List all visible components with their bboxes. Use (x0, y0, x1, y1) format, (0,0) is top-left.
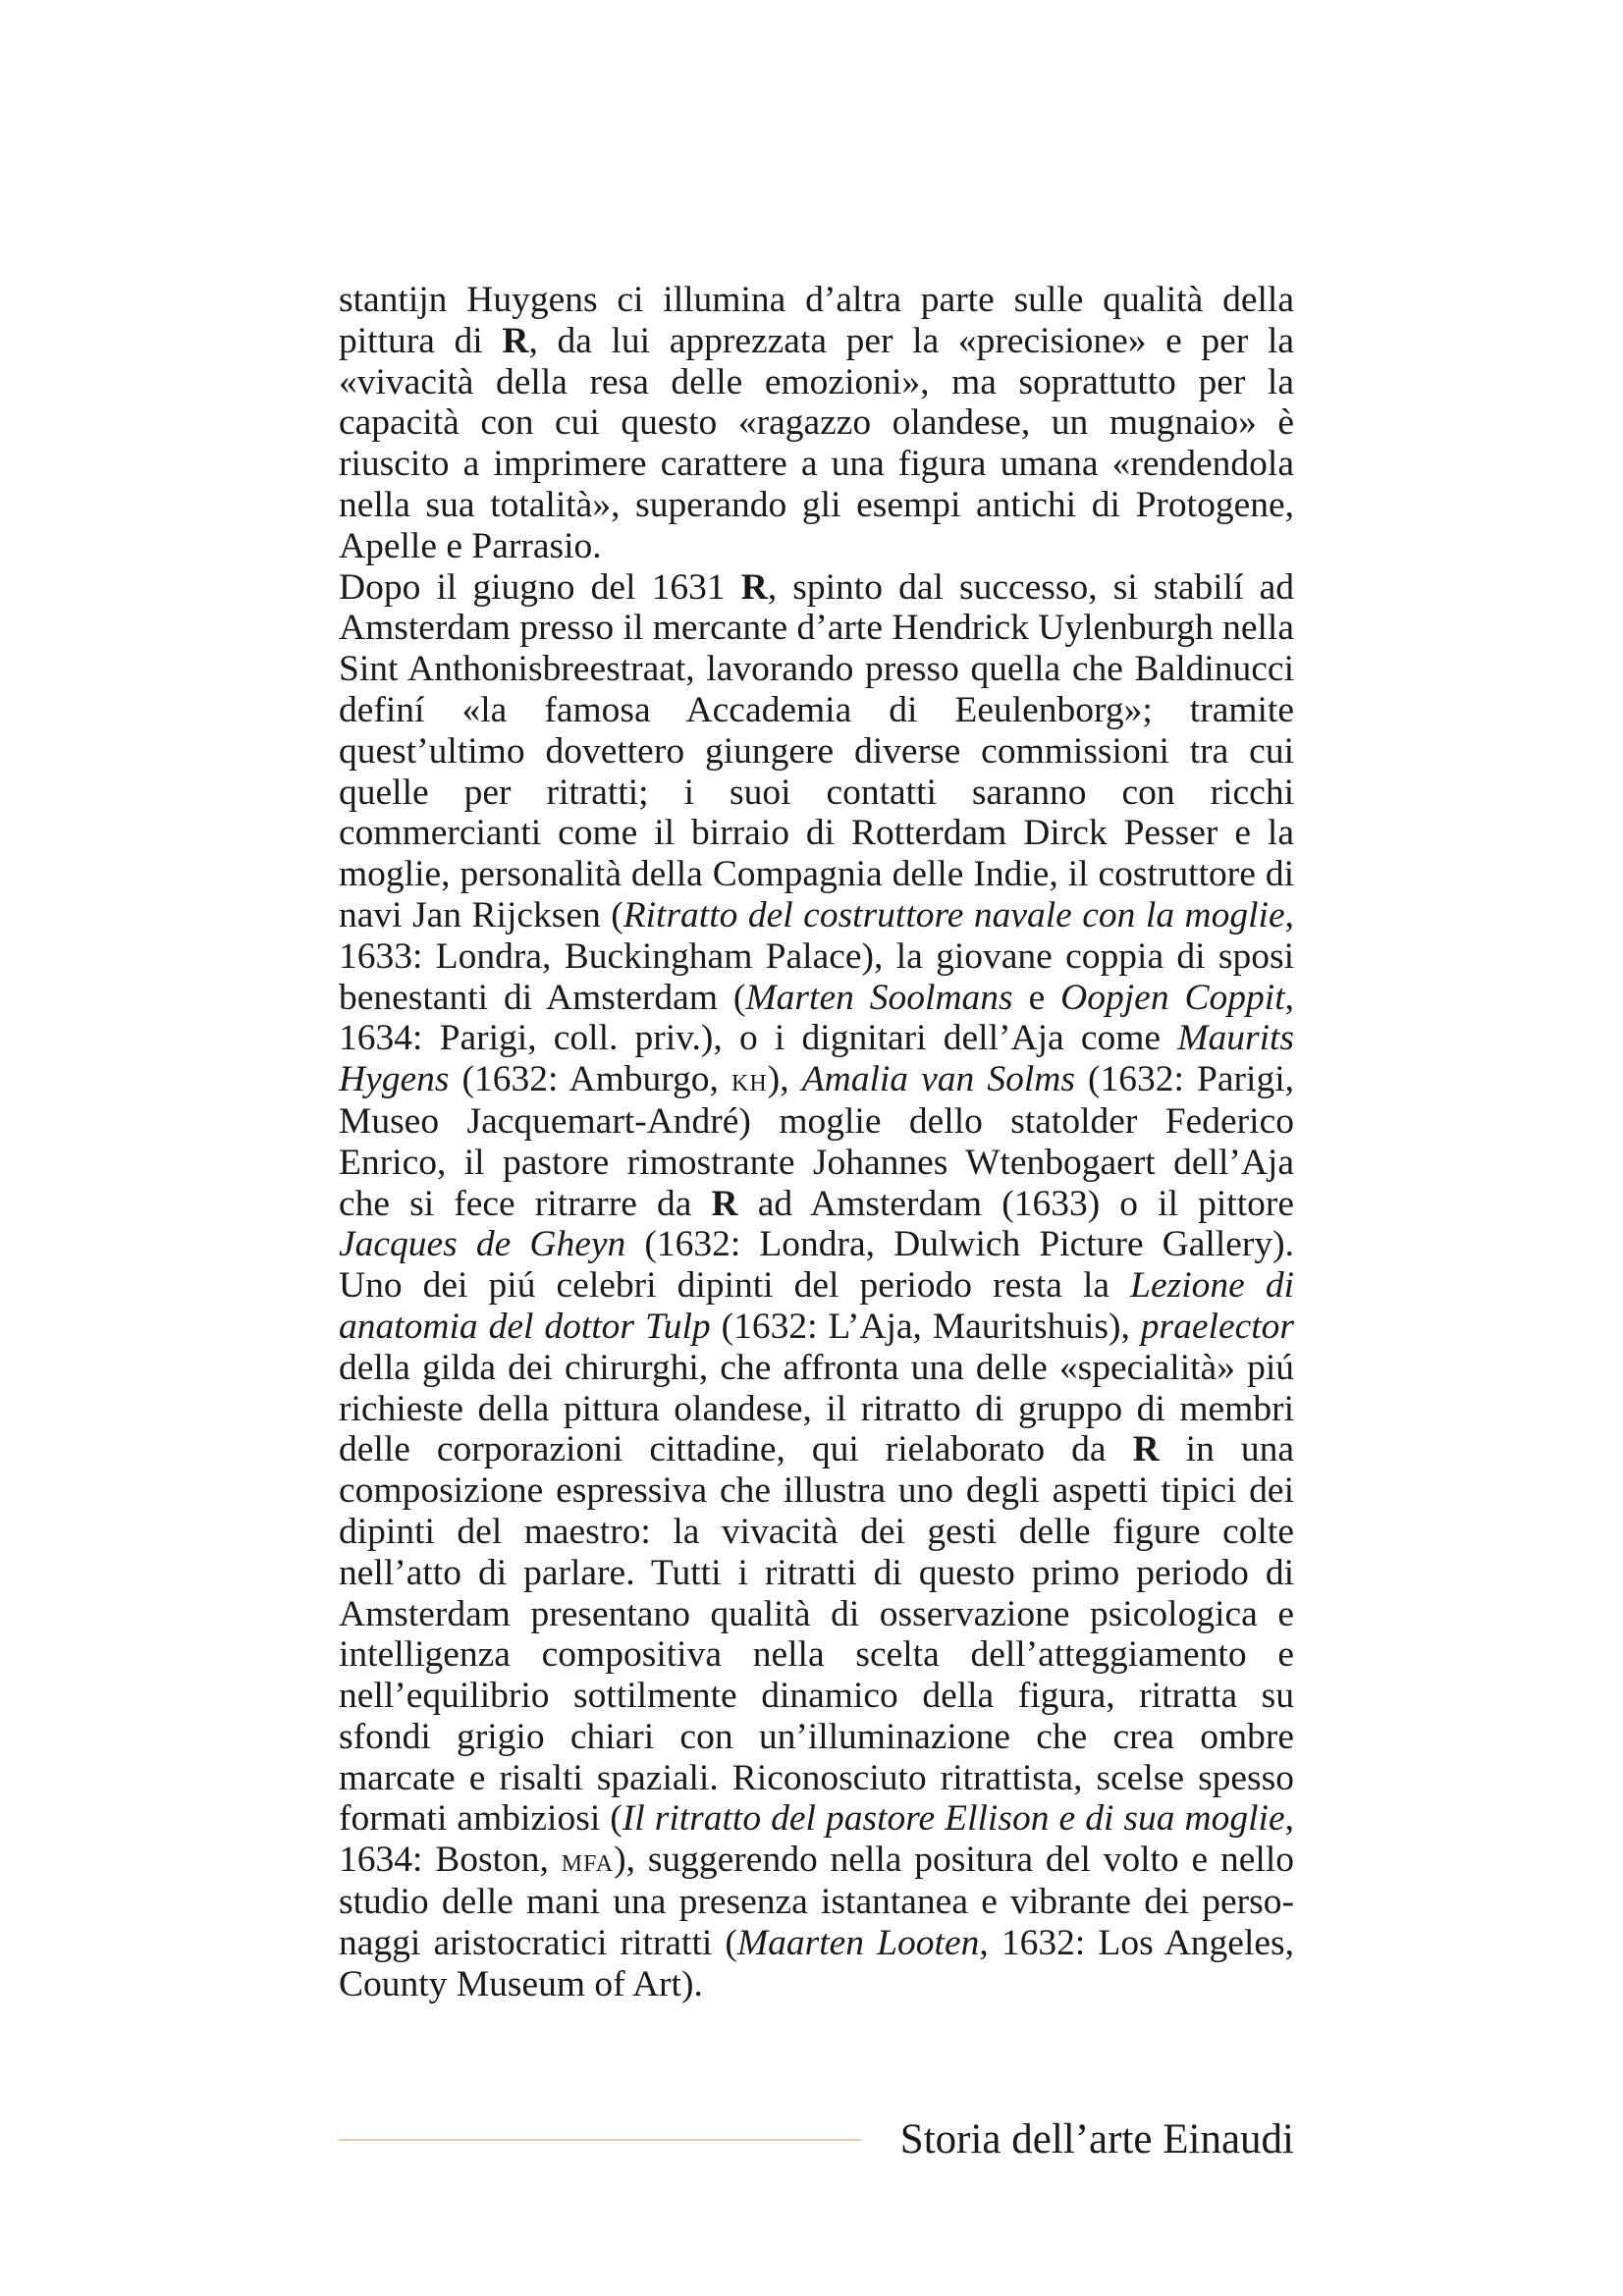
article-text (339, 280, 1294, 2004)
text-run: , 1632: Los Angeles, County Museum of Art). (339, 1922, 1294, 2004)
page-footer (339, 2110, 1294, 2169)
text-run: , 1634: Boston, (339, 1798, 1294, 1881)
publication-title: Storia dell’arte Einaudi (899, 2116, 1294, 2163)
artwork-title: Il ritratto del pastore Ellison e di sua moglie (622, 1798, 1285, 1840)
artwork-title: Jacques de Gheyn (339, 1224, 626, 1265)
text-run: (1632: Parigi, Museo Jacquemart-André) moglie dello statolder Federico Enrico, il pastore rimostrante Johannes Wtenbogaert dell’Aja che si fece ritrarre da (339, 1059, 1294, 1224)
artwork-title: Amalia van Solms (801, 1059, 1075, 1100)
text-run: della gilda dei chirurghi, che affronta una delle «specialità» piú richieste della pittura olandese, il ritratto di gruppo di membri delle corporazioni cittadine, qui rielaborato da (339, 1347, 1294, 1470)
footer-divider (339, 2139, 861, 2141)
text-run: ad Amsterdam (1633) o il pittore (737, 1183, 1294, 1224)
text-run: , da lui apprezzata per la «precisione» e per la «vivacità della resa delle emozioni», ma soprattutto per la capacità con cui questo «ragazzo olandese, un mugnaio» è riuscito a imprimere carattere a una figura umana «rendendola nella sua totalità», superando gli esempi antichi di Protogene, Apelle e Parrasio. (339, 320, 1295, 566)
text-run: in una composizione espressiva che illustra uno degli aspetti tipici dei dipinti del maestro: la vivacità dei gesti delle figure colte nell’atto di parlare. Tutti i ritratti di questo primo periodo di Amsterdam presentano qualità di osservazione psicologica e intelligenza compositiva nella scelta dell’atteggiamento e nell’equilibrio sottilmente dinamico della figura, ritratta su sfondi grigio chiari con un’illuminazione che crea ombre marcate e risalti spaziali. Riconosciuto ritrattista, scelse spesso formati ambiziosi ( (339, 1429, 1294, 1840)
text-run: e (1012, 977, 1061, 1018)
paragraph-1 (339, 280, 1294, 567)
rembrandt-abbrev: R (502, 320, 529, 361)
artwork-title: Maarten Looten (736, 1922, 980, 1963)
text-run: (1632: Londra, Dulwich Picture Gallery). Uno dei piú celebri dipinti del periodo resta la (339, 1224, 1294, 1307)
artwork-title: Oopjen Coppit (1060, 977, 1285, 1018)
text-run: Dopo il giugno del 1631 (339, 566, 741, 608)
text-run: ), (767, 1059, 802, 1100)
museum-abbrev: mfa (561, 1842, 615, 1880)
latin-term: praelector (1140, 1306, 1294, 1347)
text-run: (1632: Amburgo, (449, 1059, 732, 1100)
text-run: , spinto dal successo, si stabilí ad Amsterdam presso il mercante d’arte Hendrick Uylenburgh nella Sint Anthonisbreestraat, lavorando presso quella che Baldinucci definí «la famosa Accademia di Eeulenborg»; tramite quest’ultimo dovettero giungere diverse commissioni tra cui quelle per ritratti; i suoi contatti saranno con ricchi commercianti come il birraio di Rotterdam Dirck Pesser e la moglie, personalità della Compagnia delle Indie, il costruttore di navi Jan Rijcksen ( (339, 566, 1295, 935)
artwork-title: Marten Soolmans (745, 977, 1013, 1018)
page-body (339, 280, 1294, 2004)
rembrandt-abbrev: R (711, 1183, 738, 1224)
paragraph-2 (339, 567, 1294, 2005)
text-run: , 1634: Parigi, coll. priv.), o i dignitari dell’Aja come (339, 977, 1294, 1059)
artwork-title: Maurits Hygens (339, 1018, 1294, 1100)
museum-abbrev: kh (731, 1061, 768, 1099)
text-run: (1632: L’Aja, Mauritshuis), (710, 1306, 1141, 1347)
text-run: stantijn Huygens ci illumina d’altra parte sulle qualità della pittura di (339, 280, 1294, 361)
artwork-title: Lezione di anatomia del dottor Tulp (339, 1265, 1295, 1347)
artwork-title: Ritratto del costruttore navale con la moglie (622, 894, 1285, 935)
rembrandt-abbrev: R (740, 566, 768, 608)
text-run: ), suggerendo nella positura del volto e nello studio delle mani una presenza istantanea e vibrante dei personaggi aristocratici ritratti ( (339, 1840, 1294, 1963)
rembrandt-abbrev: R (1132, 1429, 1160, 1470)
text-run: , 1633: Londra, Buckingham Palace), la giovane coppia di sposi benestanti di Amsterdam ( (339, 894, 1294, 1018)
